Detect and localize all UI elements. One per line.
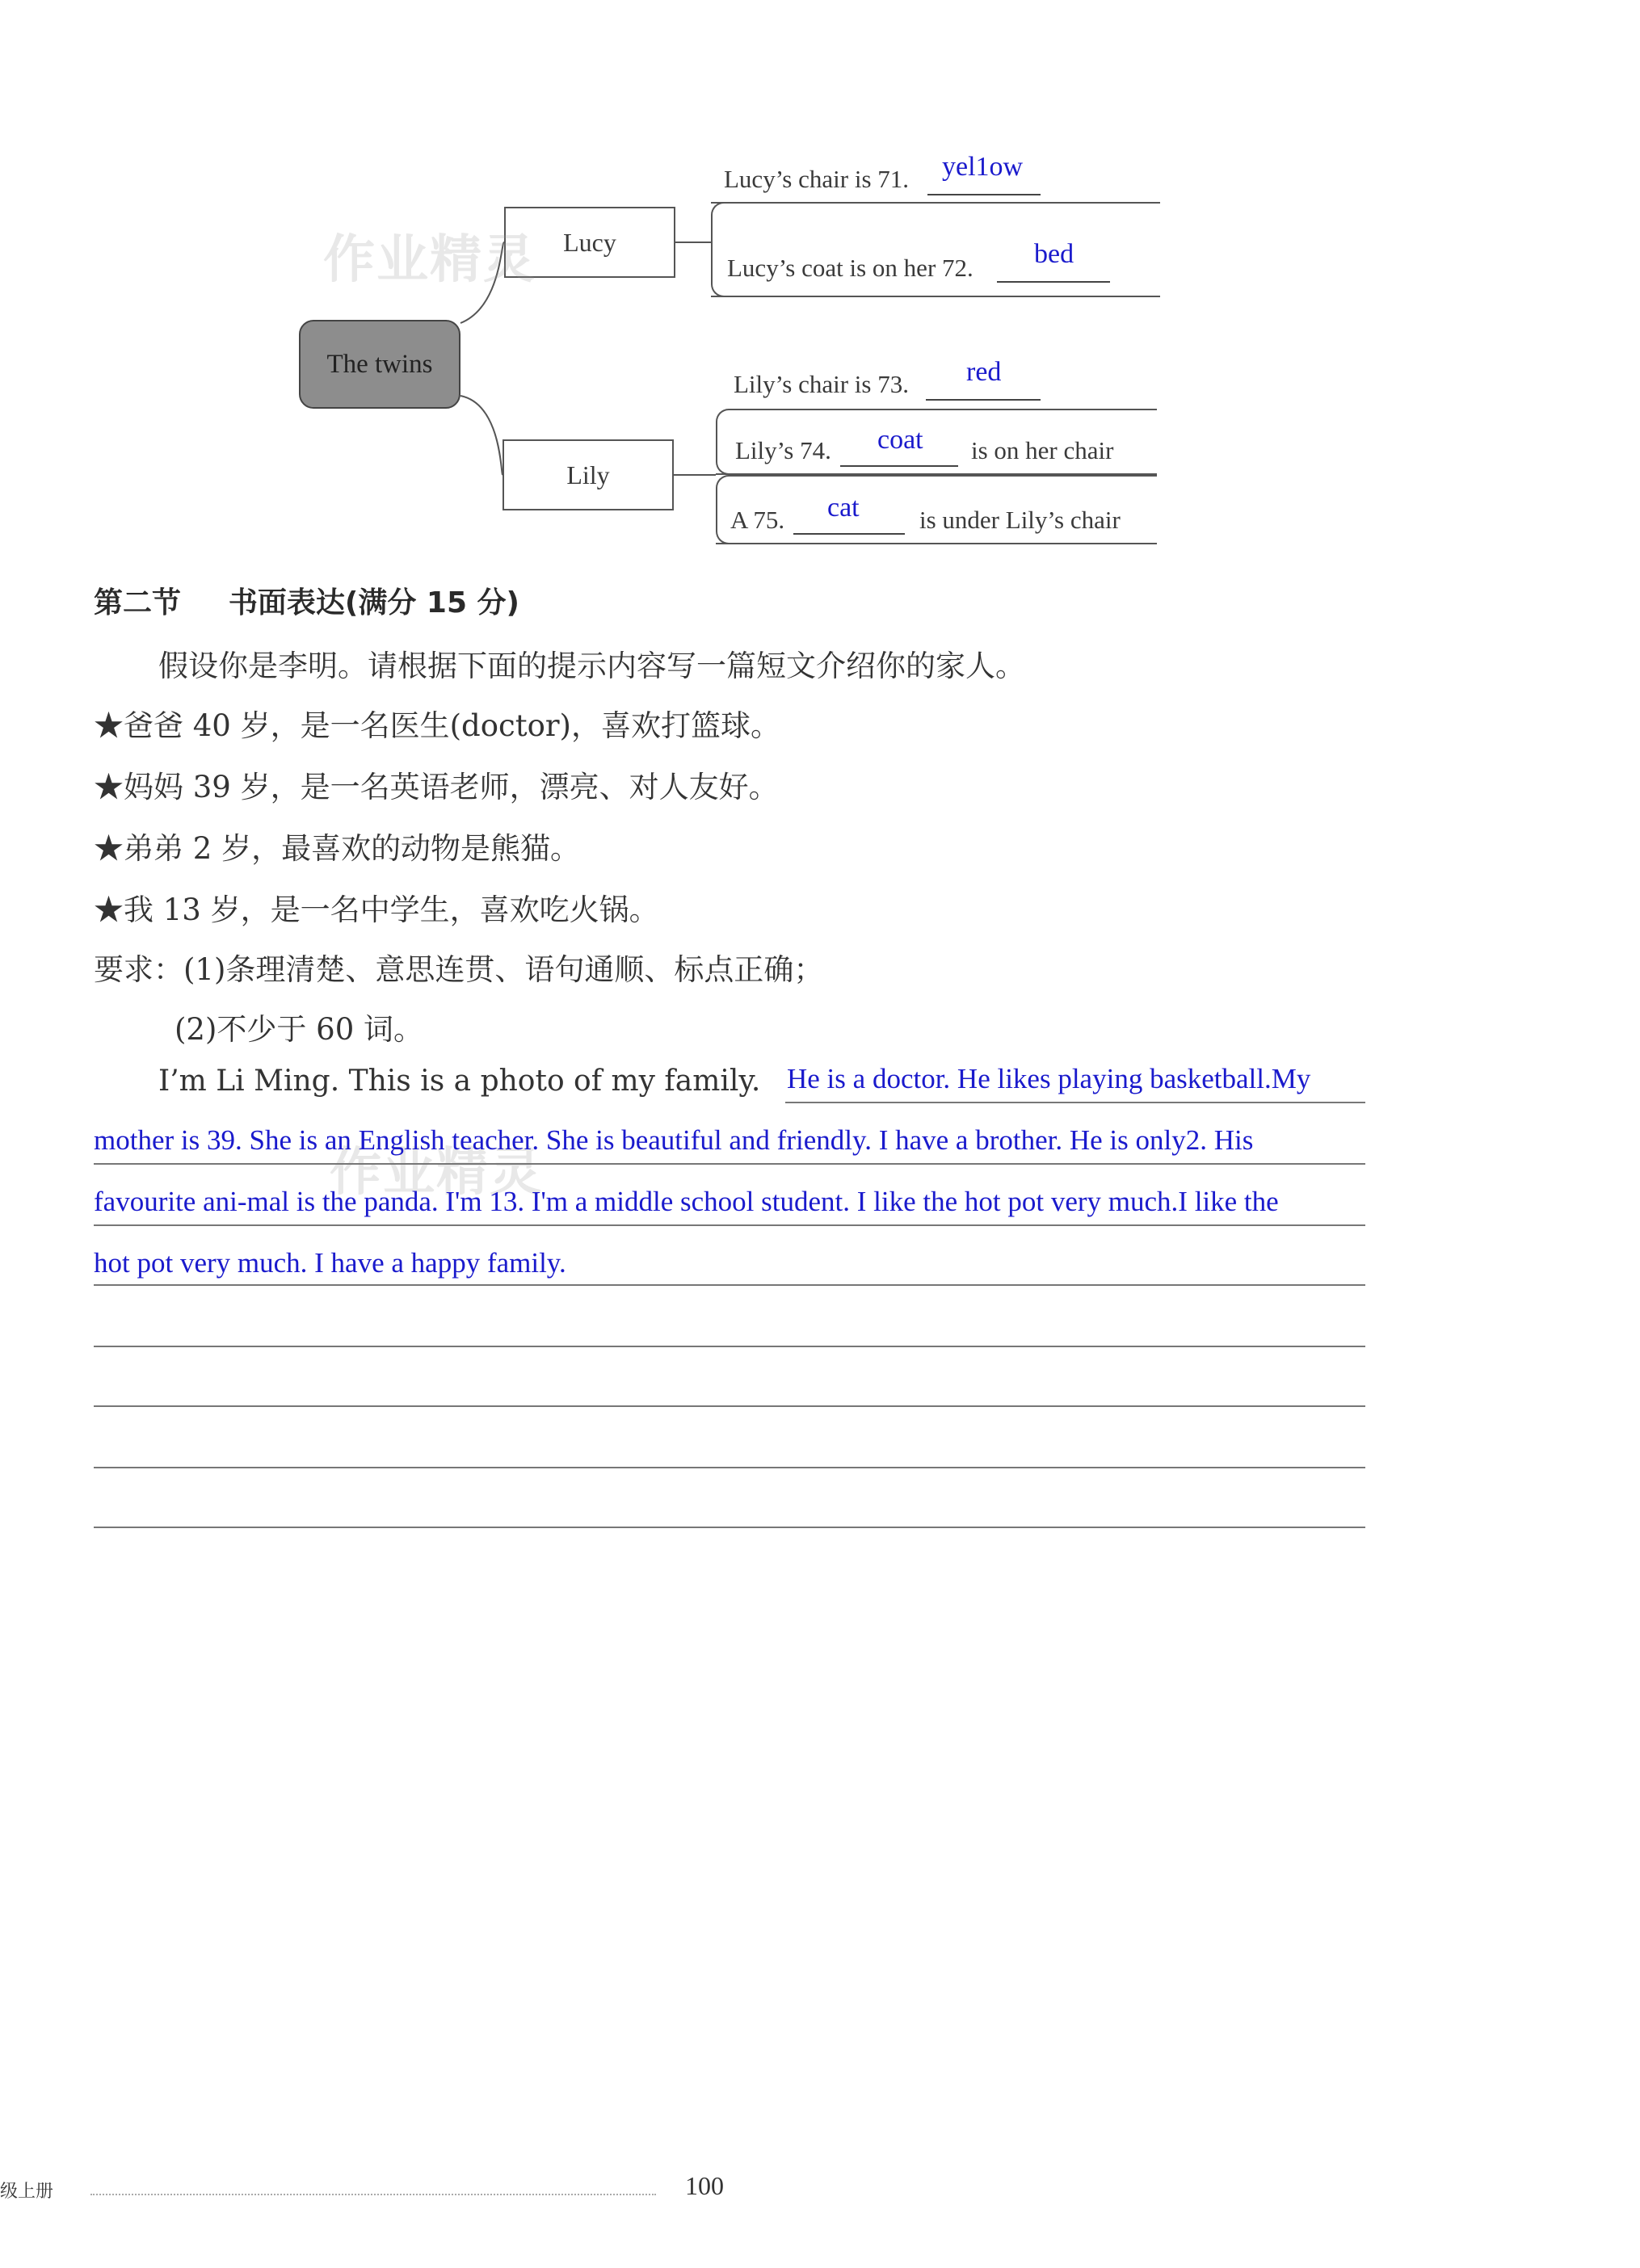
- q73-answer: red: [966, 357, 1002, 387]
- q72-blank: [997, 281, 1110, 283]
- q73-blank: [926, 399, 1041, 401]
- q74-prefix: Lily’s 74.: [735, 436, 831, 464]
- page-number: 100: [685, 2171, 724, 2200]
- essay-starter: I’m Li Ming. This is a photo of my family.: [158, 1065, 761, 1098]
- essay-line-2: mother is 39. She is an English teacher. She is beautiful and friendly. I have a brother. He is only2. His: [94, 1124, 1254, 1156]
- watermark: 作业精灵: [330, 1143, 543, 1203]
- q75-blank: [793, 533, 905, 535]
- writing-line: [94, 1284, 1365, 1286]
- bullet-me: ★我 13 岁，是一名中学生，喜欢吃火锅。: [94, 892, 659, 927]
- essay-line-1: He is a doctor. He likes playing basketball.My: [787, 1063, 1311, 1094]
- writing-line: [94, 1527, 1365, 1528]
- essay-line-4: hot pot very much. I have a happy family.: [94, 1247, 566, 1279]
- essay-line-3: favourite ani-mal is the panda. I'm 13. I'm a middle school student. I like the hot pot very much.I like the: [94, 1186, 1279, 1217]
- writing-line: [94, 1224, 1365, 1226]
- writing-line: [94, 1346, 1365, 1347]
- q75-answer: cat: [827, 493, 860, 523]
- divider: [711, 202, 1160, 204]
- writing-line: [94, 1405, 1365, 1407]
- requirement-2: (2)不少于 60 词。: [175, 1012, 424, 1047]
- writing-line: [94, 1163, 1365, 1165]
- lucy-bracket: [711, 202, 1160, 297]
- requirement-1: 要求：(1)条理清楚、意思连贯、语句通顺、标点正确；: [94, 952, 824, 987]
- watermark: 作业精灵: [323, 230, 536, 290]
- q74-suffix: is on her chair: [971, 436, 1114, 464]
- footer-book-label: 级上册: [0, 2182, 54, 2202]
- q74-answer: coat: [877, 425, 923, 455]
- root-node: The twins: [299, 320, 460, 409]
- prompt-text: 假设你是李明。请根据下面的提示内容写一篇短文介绍你的家人。: [158, 649, 1025, 683]
- writing-line: [785, 1102, 1365, 1103]
- section-title: 第二节: [94, 586, 182, 620]
- q71-answer: yel1ow: [942, 152, 1024, 182]
- writing-line: [94, 1467, 1365, 1468]
- divider: [716, 543, 1157, 544]
- q72-text: Lucy’s coat is on her 72.: [727, 254, 973, 282]
- section-heading: [94, 580, 519, 621]
- lucy-node: Lucy: [504, 207, 675, 278]
- q75-suffix: is under Lily’s chair: [919, 506, 1121, 534]
- q71-blank: [927, 194, 1041, 195]
- q73-text: Lily’s chair is 73.: [734, 370, 909, 398]
- q72-answer: bed: [1034, 239, 1074, 269]
- q75-prefix: A 75.: [730, 506, 785, 534]
- section-subtitle: 书面表达(满分 15 分): [228, 586, 519, 620]
- divider: [711, 296, 1160, 297]
- footer-divider: [90, 2194, 656, 2195]
- q71-text: Lucy’s chair is 71.: [724, 165, 910, 193]
- bullet-brother: ★弟弟 2 岁，最喜欢的动物是熊猫。: [94, 831, 581, 866]
- lily-node: Lily: [503, 439, 674, 510]
- divider: [716, 473, 1157, 475]
- q74-blank: [840, 465, 958, 467]
- bullet-father: ★爸爸 40 岁，是一名医生(doctor)，喜欢打篮球。: [94, 708, 780, 743]
- bullet-mother: ★妈妈 39 岁，是一名英语老师，漂亮、对人友好。: [94, 770, 779, 804]
- mind-map: [0, 0, 1640, 565]
